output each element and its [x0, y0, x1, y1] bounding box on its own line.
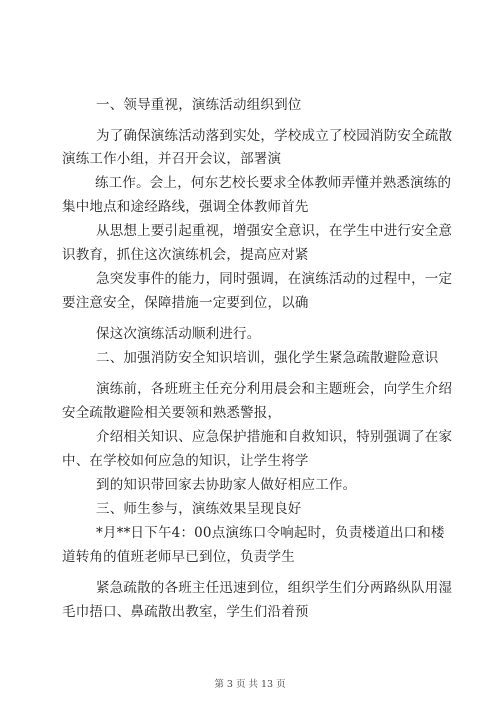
paragraph-line: 中、在学校如何应急的知识，让学生将学 [62, 453, 309, 469]
paragraph-line: 安全疏散避险相关要领和熟悉警报， [62, 405, 282, 421]
paragraph-line: 道转角的值班老师早已到位，负责学生 [62, 549, 295, 565]
paragraph-line: 毛巾捂口、鼻疏散出教室，学生们沿着预 [62, 604, 309, 620]
paragraph-line: 集中地点和途经路线，强调全体教师首先 [62, 199, 309, 215]
heading-2: 二、加强消防安全知识培训，强化学生紧急疏散避险意识 [96, 350, 439, 366]
heading-1: 一、领导重视，演练活动组织到位 [96, 97, 302, 113]
paragraph-line: 介绍相关知识、应急保护措施和自救知识，特别强调了在家 [96, 429, 453, 445]
paragraph-line: 保这次演练活动顺利进行。 [96, 326, 261, 342]
paragraph-line: 练工作。会上，何东艺校长要求全体教师弄懂并熟悉演练的 [95, 175, 452, 191]
paragraph-line: 识教育，抓住这次演练机会，提高应对紧 [62, 247, 309, 263]
paragraph-line: 从思想上要引起重视，增强安全意识，在学生中进行安全意 [96, 223, 453, 239]
paragraph-line: 要注意安全，保障措施一定要到位，以确 [62, 295, 309, 311]
paragraph-line: 为了确保演练活动落到实处，学校成立了校园消防安全疏散 [96, 128, 453, 144]
page-number-footer: 第 3 页 共 13 页 [214, 679, 286, 690]
paragraph-line: 急突发事件的能力，同时强调，在演练活动的过程中，一定 [96, 271, 453, 287]
paragraph-line: 演练工作小组，并召开会议，部署演 [62, 151, 282, 167]
paragraph-line: 演练前，各班班主任充分利用晨会和主题班会，向学生介绍 [96, 381, 453, 397]
paragraph-line: 到的知识带回家去协助家人做好相应工作。 [96, 477, 357, 493]
heading-3: 三、师生参与，演练效果呈现良好 [96, 501, 302, 517]
paragraph-line: *月**日下午4：00点演练口令响起时，负责楼道出口和楼 [96, 525, 445, 541]
paragraph-line: 紧急疏散的各班主任迅速到位，组织学生们分两路纵队用湿 [96, 580, 453, 596]
